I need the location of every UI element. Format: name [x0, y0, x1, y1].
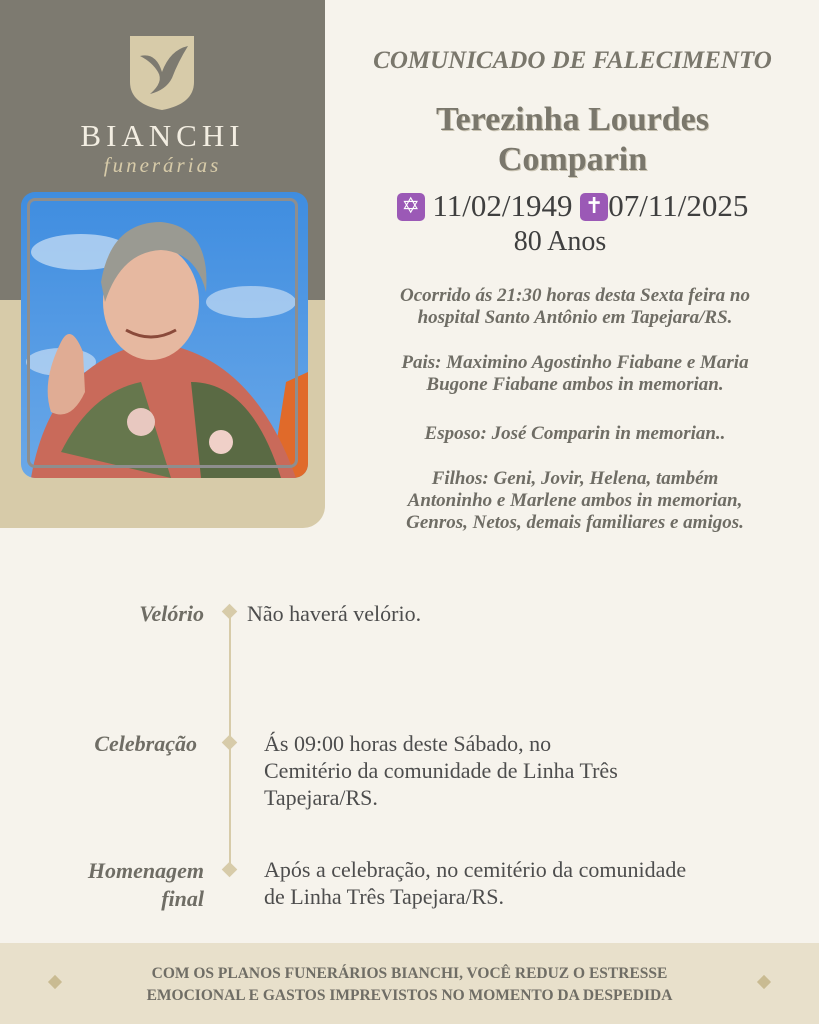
timeline-text-line: Após a celebração, no cemitério da comunidade	[264, 857, 687, 882]
timeline-label-text: Celebração	[94, 731, 197, 756]
death-info-line: Ocorrido ás 21:30 horas desta Sexta feira no	[400, 285, 750, 306]
timeline-text-line: Cemitério da comunidade de Linha Três	[264, 758, 618, 783]
life-dates	[340, 188, 805, 224]
latin-cross-icon: ✝	[580, 193, 608, 221]
brand-name: BIANCHI	[80, 118, 245, 153]
timeline-label-text: Velório	[139, 601, 204, 626]
timeline-text-line: de Linha Três Tapejara/RS.	[264, 884, 505, 909]
death-date: 07/11/2025	[608, 188, 749, 223]
timeline-diamond	[222, 735, 238, 751]
spouse-info	[345, 423, 805, 445]
timeline-label-celebracao	[94, 730, 197, 758]
timeline-text-celebracao	[264, 730, 618, 811]
death-info-line: hospital Santo Antônio em Tapejara/RS.	[417, 307, 733, 328]
timeline-text-line: Não haverá velório.	[247, 601, 422, 626]
name-line-2: Comparin	[497, 141, 648, 178]
children-info-line: Genros, Netos, demais familiares e amigos.	[406, 512, 744, 533]
footer-line-2: EMOCIONAL E GASTOS IMPREVISTOS NO MOMENTO DA DESPEDIDA	[146, 987, 673, 1004]
death-info	[345, 285, 805, 329]
timeline-label-homenagem	[88, 857, 204, 913]
timeline-text-line: Ás 09:00 horas deste Sábado, no	[264, 731, 552, 756]
parents-info-line: Pais: Maximino Agostinho Fiabane e Maria	[401, 352, 749, 373]
children-info	[345, 468, 805, 534]
notice-title: COMUNICADO DE FALECIMENTO	[373, 47, 772, 74]
timeline-text-homenagem	[264, 856, 686, 910]
age: 80 Anos	[513, 226, 607, 257]
spouse-info-line: Esposo: José Comparin in memorian..	[424, 423, 726, 444]
deceased-name	[340, 100, 805, 180]
children-info-line: Filhos: Geni, Jovir, Helena, também	[431, 468, 719, 489]
dove-logo-icon	[126, 32, 198, 112]
timeline-diamond	[222, 604, 238, 620]
footer-text	[80, 963, 739, 1007]
timeline-label-text: Homenagem	[87, 858, 204, 883]
timeline-label-text: final	[161, 886, 204, 911]
children-info-line: Antoninho e Marlene ambos in memorian,	[407, 490, 743, 511]
parents-info	[345, 352, 805, 396]
name-line-1: Terezinha Lourdes	[436, 101, 709, 138]
photo-frame	[27, 198, 298, 468]
timeline-text-velorio	[247, 600, 421, 627]
timeline-label-velorio	[139, 600, 204, 628]
birth-date: 11/02/1949	[432, 188, 573, 223]
star-of-david-icon: ✡	[397, 193, 425, 221]
brand-subtitle: funerárias	[103, 153, 222, 177]
timeline-text-line: Tapejara/RS.	[264, 785, 378, 810]
footer-line-1: COM OS PLANOS FUNERÁRIOS BIANCHI, VOCÊ REDUZ O ESTRESSE	[151, 965, 668, 982]
parents-info-line: Bugone Fiabane ambos in memorian.	[426, 374, 724, 395]
timeline-diamond	[222, 862, 238, 878]
